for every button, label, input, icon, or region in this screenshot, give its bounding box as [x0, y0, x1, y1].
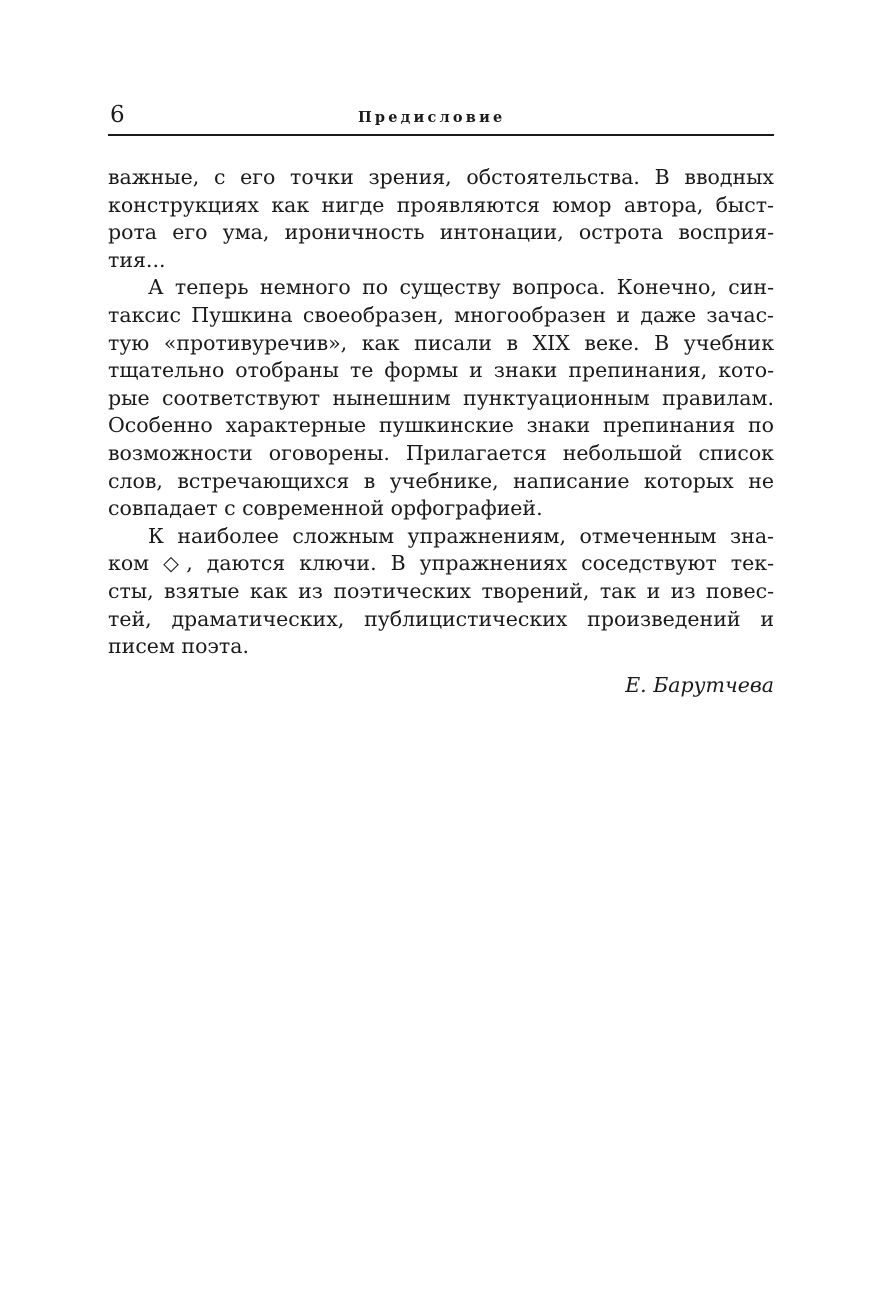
- body-text: [108, 164, 774, 661]
- text-line: таксис Пушкина своеобразен, многообразен и даже зачас-: [108, 302, 774, 327]
- text-line: рота его ума, ироничность интонации, острота восприя-: [108, 220, 774, 245]
- paragraph-3: [108, 523, 774, 661]
- text-line: ком ◇, даются ключи. В упражнениях соседствуют тек-: [108, 551, 774, 576]
- text-line: совпадает с современной орфографией.: [108, 496, 543, 521]
- paragraph-2: [108, 274, 774, 522]
- page-number: 6: [110, 102, 125, 128]
- text-line: писем поэта.: [108, 634, 249, 659]
- text-line: конструкциях как нигде проявляются юмор автора, быст-: [108, 192, 774, 217]
- section-title: Предисловие: [358, 109, 506, 126]
- running-head: [108, 100, 774, 136]
- text-line: слов, встречающихся в учебнике, написание которых не: [108, 468, 774, 493]
- text-line: тей, драматических, публицистических произведений и: [108, 606, 774, 631]
- text-line: Особенно характерные пушкинские знаки препинания по: [108, 413, 774, 438]
- text-line: тщательно отобраны те формы и знаки препинания, кото-: [108, 358, 774, 383]
- text-line: А теперь немного по существу вопроса. Конечно, син-: [148, 275, 774, 300]
- text-line: рые соответствуют нынешним пунктуационным правилам.: [108, 385, 774, 410]
- text-line: возможности оговорены. Прилагается небольшой список: [108, 440, 774, 465]
- text-line: важные, с его точки зрения, обстоятельства. В вводных: [108, 165, 774, 189]
- text-line: К наиболее сложным упражнениям, отмеченным зна-: [148, 523, 774, 548]
- text-line: тия...: [108, 247, 166, 272]
- author-signature: Е. Барутчева: [625, 673, 774, 697]
- text-line: тую «противуречив», как писали в XIX веке. В учебник: [108, 330, 774, 355]
- text-line: сты, взятые как из поэтических творений, так и из повес-: [108, 578, 774, 603]
- paragraph-1: [108, 164, 774, 274]
